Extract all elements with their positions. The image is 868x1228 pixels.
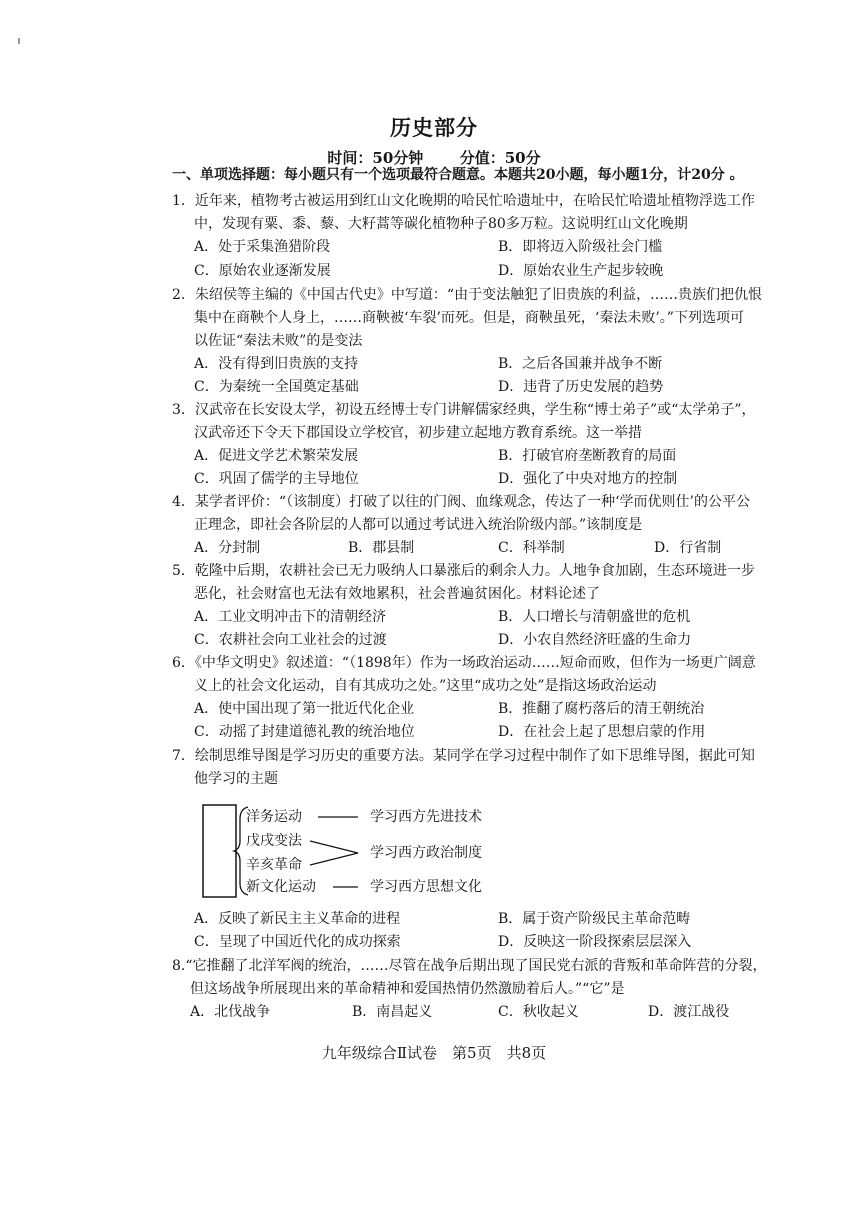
mind-map-node-wuxu: 戊戌变法 xyxy=(246,833,302,849)
question-7-option-d: D．反映这一阶段探索层层深入 xyxy=(498,934,692,950)
question-5-option-c: C．农耕社会向工业社会的过渡 xyxy=(194,632,387,648)
question-1-option-b: B．即将迈入阶级社会门槛 xyxy=(498,239,663,255)
mind-map-politics: 学习西方政治制度 xyxy=(370,845,482,861)
page-title: 历史部分 xyxy=(390,115,478,140)
question-3-option-c: C．巩固了儒学的主导地位 xyxy=(194,471,359,487)
question-4-line-2: 正理念，即社会各阶层的人都可以通过考试进入统治阶级内部。”该制度是 xyxy=(194,517,643,533)
mind-map xyxy=(190,797,530,902)
scan-mark xyxy=(18,38,20,44)
question-5-line-2: 恶化，社会财富也无法有效地累积，社会普遍贫困化。材料论述了 xyxy=(194,586,600,602)
question-6-option-d: D．在社会上起了思想启蒙的作用 xyxy=(498,724,706,740)
question-2-option-b: B．之后各国兼并战争不断 xyxy=(498,356,663,372)
question-8-option-c: C．秋收起义 xyxy=(498,1004,579,1020)
mind-map-node-xinwenhua: 新文化运动 xyxy=(246,879,316,895)
question-1-option-a: A．处于采集渔猎阶段 xyxy=(194,239,331,255)
question-3-option-a: A．促进文学艺术繁荣发展 xyxy=(194,448,359,464)
mind-map-culture: 学习西方思想文化 xyxy=(370,879,482,895)
question-5-option-a: A．工业文明冲击下的清朝经济 xyxy=(194,609,387,625)
question-8-option-b: B．南昌起义 xyxy=(352,1004,433,1020)
question-4-line-1: 4．某学者评价：“（该制度）打破了以往的门阀、血缘观念，传达了一种‘学而优则仕’的公平公 xyxy=(172,494,750,510)
question-8-line-2: 但这场战争所展现出来的革命精神和爱国热情仍然激励着后人。”“它”是 xyxy=(190,981,625,997)
question-4-option-c: C．科举制 xyxy=(498,540,565,556)
question-1-line-2: 中，发现有粟、黍、藜、大籽蒿等碳化植物种子80多万粒。这说明红山文化晚期 xyxy=(194,216,688,232)
question-2-option-d: D．违背了历史发展的趋势 xyxy=(498,379,664,395)
question-3-line-1: 3．汉武帝在长安设太学，初设五经博士专门讲解儒家经典，学生称“博士弟子”或“太学弟子”， xyxy=(172,402,756,418)
question-3-option-d: D．强化了中央对地方的控制 xyxy=(498,471,678,487)
question-2-option-c: C．为秦统一全国奠定基础 xyxy=(194,379,359,395)
question-6-line-1: 6．《中华文明史》叙述道：“（1898年）作为一场政治运动……短命而败，但作为一场更广阔意 xyxy=(172,655,756,671)
question-4-option-d: D．行省制 xyxy=(654,540,722,556)
question-8-line-1: 8.“它推翻了北洋军阀的统治，……尽管在战争后期出现了国民党右派的背叛和革命阵营的分裂， xyxy=(172,958,767,974)
question-8-option-d: D．渡江战役 xyxy=(648,1004,730,1020)
question-6-line-2: 义上的社会文化运动，自有其成功之处。”这里“成功之处”是指这场政治运动 xyxy=(194,678,657,694)
mind-map-node-yangwu: 洋务运动 xyxy=(246,809,302,825)
question-1-option-d: D．原始农业生产起步较晚 xyxy=(498,263,664,279)
question-6-option-a: A．使中国出现了第一批近代化企业 xyxy=(194,701,415,717)
time-limit: 时间：50分钟 xyxy=(327,149,424,167)
question-2-line-2: 集中在商鞅个人身上，……商鞅被‘车裂’而死。但是，商鞅虽死，‘秦法未败’。”下列选项可 xyxy=(194,310,744,326)
question-4-option-a: A．分封制 xyxy=(194,540,261,556)
mind-map-node-xinhai: 辛亥革命 xyxy=(246,857,302,873)
question-8-option-a: A．北伐战争 xyxy=(190,1004,271,1020)
total-score: 分值：50分 xyxy=(459,149,541,167)
question-2-line-3: 以佐证“秦法未败”的是变法 xyxy=(194,333,363,349)
mind-map-technology: 学习西方先进技术 xyxy=(370,809,482,825)
question-2-option-a: A．没有得到旧贵族的支持 xyxy=(194,356,359,372)
question-6-option-b: B．推翻了腐朽落后的清王朝统治 xyxy=(498,701,705,717)
question-5-option-d: D．小农自然经济旺盛的生命力 xyxy=(498,632,692,648)
question-7-line-1: 7．绘制思维导图是学习历史的重要方法。某同学在学习过程中制作了如下思维导图，据此可知 xyxy=(172,748,755,764)
question-7-option-c: C．呈现了中国近代化的成功探索 xyxy=(194,934,401,950)
question-2-line-1: 2．朱绍侯等主编的《中国古代史》中写道：“由于变法触犯了旧贵族的利益，……贵族们把仇恨 xyxy=(172,287,763,303)
question-5-option-b: B．人口增长与清朝盛世的危机 xyxy=(498,609,691,625)
question-7-line-2: 他学习的主题 xyxy=(194,771,278,787)
question-1-line-1: 1．近年来，植物考古被运用到红山文化晚期的哈民忙哈遗址中，在哈民忙哈遗址植物浮选工作 xyxy=(172,193,755,209)
question-6-option-c: C．动摇了封建道德礼教的统治地位 xyxy=(194,724,415,740)
page-footer: 九年级综合Ⅱ试卷 第5页 共8页 xyxy=(321,1044,547,1062)
question-7-option-b: B．属于资产阶级民主革命范畴 xyxy=(498,911,691,927)
question-1-option-c: C．原始农业逐渐发展 xyxy=(194,263,331,279)
question-3-line-2: 汉武帝还下令天下郡国设立学校官，初步建立起地方教育系统。这一举措 xyxy=(194,425,642,441)
section-heading: 一、单项选择题：每小题只有一个选项最符合题意。本题共20小题，每小题1分，计20分 。 xyxy=(172,167,744,183)
question-5-line-1: 5．乾隆中后期，农耕社会已无力吸纳人口暴涨后的剩余人力。人地争食加剧，生态环境进一步 xyxy=(172,563,755,579)
question-3-option-b: B．打破官府垄断教育的局面 xyxy=(498,448,677,464)
question-7-option-a: A．反映了新民主主义革命的进程 xyxy=(194,911,401,927)
question-4-option-b: B．郡县制 xyxy=(348,540,415,556)
